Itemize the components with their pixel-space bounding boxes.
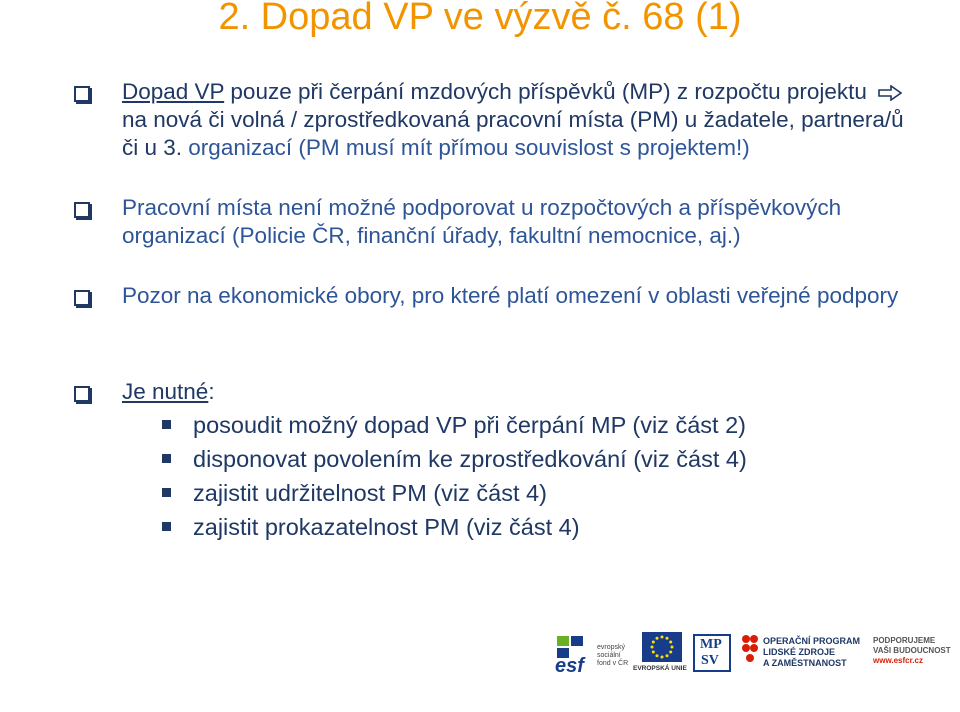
bullet-text: pouze při čerpání mzdových příspěvků (MP) z rozpočtu projektu	[224, 79, 867, 104]
esf-caption: evropský	[597, 644, 626, 651]
dopad-vp-link[interactable]: Dopad VP	[122, 79, 225, 104]
bullet-text: na nová či volná / zprostředkovaná pracovní místa (PM) u žadatele, partnera/ů či u 3.	[122, 107, 904, 160]
op-lzz-logo-icon	[741, 634, 759, 668]
checkbox-bullet-icon	[74, 386, 90, 402]
checkbox-bullet-icon	[74, 86, 90, 102]
bullet-text: Pracovní místa není možné podporovat u rozpočtových a příspěvkových organizací (Policie ČR, finanční úřady, fakultní nemocnice, aj.)	[122, 195, 842, 248]
eu-flag-icon	[642, 632, 682, 662]
square-bullet-icon	[162, 522, 171, 531]
list-item: zajistit udržitelnost PM (viz část 4)	[162, 476, 547, 510]
bullet-je-nutne: Je nutné:	[74, 378, 924, 406]
esf-caption: sociální	[597, 652, 621, 659]
square-bullet-icon	[162, 420, 171, 429]
je-nutne-link[interactable]: Je nutné	[122, 379, 209, 404]
bullet-pracovni-mista	[74, 194, 924, 250]
bullet-text: organizací (PM musí mít přímou souvislost s projektem!)	[188, 135, 750, 160]
mpsv-logo: MP SV	[693, 634, 731, 672]
checkbox-bullet-icon	[74, 290, 90, 306]
eu-label: EVROPSKÁ UNIE	[633, 665, 687, 672]
esf-caption: fond v ČR	[597, 660, 629, 667]
list-item: posoudit možný dopad VP při čerpání MP (viz část 2)	[162, 408, 746, 442]
checkbox-bullet-icon	[74, 202, 90, 218]
list-item: disponovat povolením ke zprostředkování (viz část 4)	[162, 442, 747, 476]
bullet-text: Pozor na ekonomické obory, pro které platí omezení v oblasti veřejné podpory	[122, 283, 899, 308]
square-bullet-icon	[162, 454, 171, 463]
list-item: zajistit prokazatelnost PM (viz část 4)	[162, 510, 580, 544]
podporujeme-text: PODPORUJEME VAŠI BUDOUCNOST www.esfcr.cz	[873, 636, 951, 665]
bullet-pozor	[74, 282, 924, 310]
slide-title: 2. Dopad VP ve výzvě č. 68 (1)	[218, 0, 742, 38]
svg-text:esf: esf	[555, 655, 584, 674]
square-bullet-icon	[162, 488, 171, 497]
footer-logos	[555, 630, 955, 678]
op-lzz-text: OPERAČNÍ PROGRAM LIDSKÉ ZDROJE A ZAMĚSTNANOST	[763, 636, 861, 668]
arrow-right-icon	[877, 85, 903, 101]
bullet-dopad-vp	[74, 78, 924, 162]
esfcr-link[interactable]: www.esfcr.cz	[873, 656, 923, 665]
